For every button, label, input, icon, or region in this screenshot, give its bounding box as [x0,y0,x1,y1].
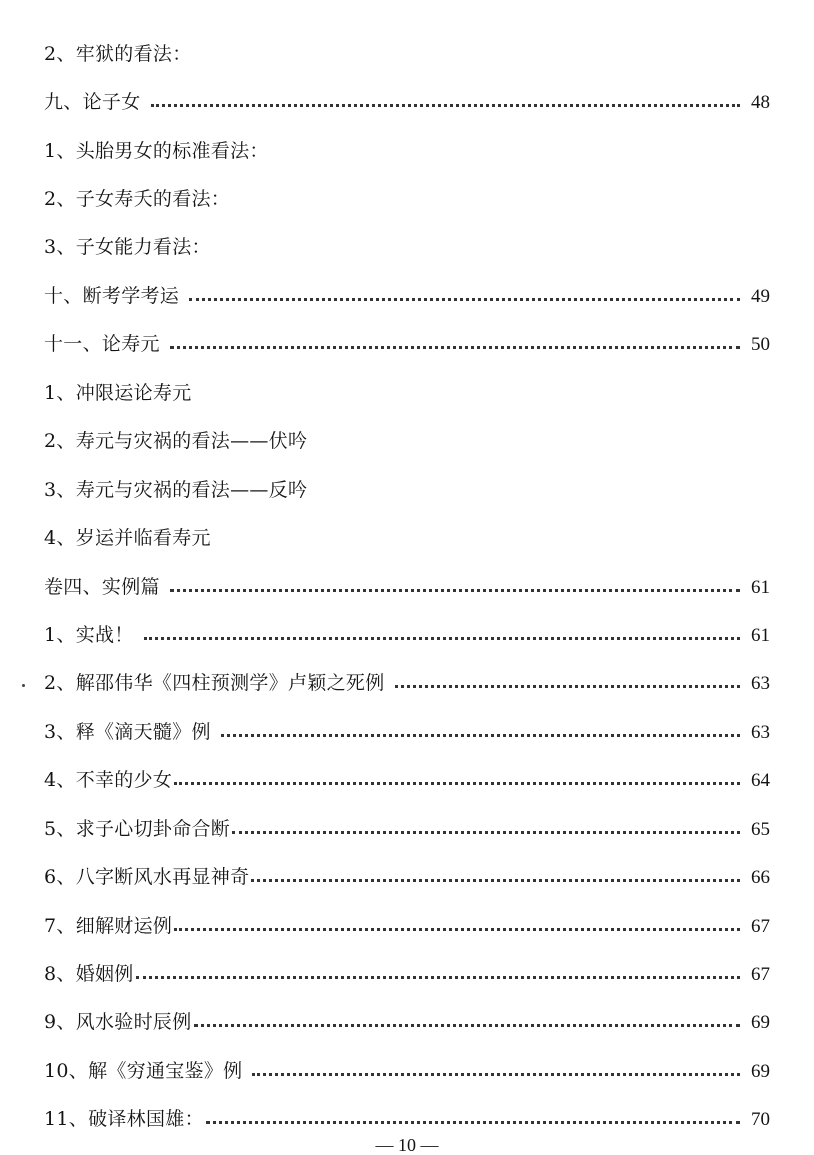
toc-entry-page: 67 [751,915,770,937]
toc-entry [44,611,770,659]
toc-dot-leader [206,1121,740,1124]
toc-entry-page: 48 [751,92,770,114]
toc-entry-title: 2、寿元与灾祸的看法——伏吟 [44,430,308,453]
toc-entry-title: 1、冲限运论寿元 [44,381,192,404]
toc-entry-title: 7、细解财运例 [44,914,173,937]
toc-dot-leader [194,1024,741,1027]
toc-dot-leader [174,928,740,931]
toc-entry-page: 69 [751,1012,770,1034]
toc-entry-page: 63 [751,673,770,695]
toc-entry-title: 9、风水验时辰例 [44,1011,192,1034]
toc-entry [44,1047,770,1095]
toc-dot-leader [170,589,740,592]
page-number: — 10 — [375,1135,439,1155]
toc-entry-title: 3、释《滴天髓》例 [44,720,211,743]
toc-entry-page: 63 [751,721,770,743]
toc-entry-page: 61 [751,624,770,646]
toc-dot-leader [144,637,740,640]
toc-entry-title: 6、八字断风水再显神奇 [44,866,250,889]
toc-entry-title: 卷四、实例篇 [44,575,160,598]
toc-entry [44,660,770,708]
toc-entry-page: 64 [751,770,770,792]
toc-entry-title: 3、寿元与灾祸的看法——反吟 [44,478,308,501]
toc-entry-title: 九、论子女 [44,91,141,114]
toc-entry-title: 11、破译林国雄： [44,1108,204,1131]
toc-entry [44,853,770,901]
toc-dot-leader [395,685,741,688]
toc-entry [44,78,770,126]
toc-entry-title: 1、实战！ [44,623,134,646]
toc-dot-leader [174,782,740,785]
toc-entry-title: 十、断考学考运 [44,284,180,307]
toc-entry [44,369,770,417]
toc-entry [44,30,770,78]
toc-entry-title: 10、解《穷通宝鉴》例 [44,1059,243,1082]
toc-dot-leader [221,734,740,737]
table-of-contents [44,30,770,1144]
toc-entry [44,175,770,223]
toc-entry-title: 十一、论寿元 [44,333,160,356]
toc-entry-page: 65 [751,818,770,840]
toc-dot-leader [232,831,740,834]
toc-dot-leader [189,298,740,301]
toc-entry-title: 3、子女能力看法： [44,236,211,259]
toc-entry [44,321,770,369]
toc-entry-title: 2、解邵伟华《四柱预测学》卢颖之死例 [44,672,385,695]
scan-speck [22,684,25,687]
toc-entry-title: 4、岁运并临看寿元 [44,527,211,550]
toc-dot-leader [251,879,740,882]
toc-entry [44,708,770,756]
toc-entry-page: 49 [751,285,770,307]
toc-dot-leader [151,104,740,107]
toc-dot-leader [170,346,740,349]
toc-dot-leader [136,976,740,979]
toc-entry [44,757,770,805]
toc-entry [44,224,770,272]
toc-entry [44,418,770,466]
toc-entry [44,127,770,175]
toc-entry [44,805,770,853]
toc-entry [44,466,770,514]
toc-entry [44,272,770,320]
toc-entry-page: 61 [751,576,770,598]
toc-entry-title: 2、子女寿夭的看法： [44,188,231,211]
toc-entry [44,999,770,1047]
toc-entry [44,950,770,998]
toc-entry-title: 4、不幸的少女 [44,769,173,792]
toc-entry-title: 2、牢狱的看法： [44,42,192,65]
toc-entry-title: 5、求子心切卦命合断 [44,817,231,840]
toc-entry-page: 50 [751,334,770,356]
toc-entry-page: 70 [751,1109,770,1131]
toc-entry-page: 67 [751,964,770,986]
toc-entry [44,563,770,611]
toc-entry-title: 8、婚姻例 [44,963,134,986]
toc-entry-title: 1、头胎男女的标准看法： [44,139,269,162]
toc-entry-page: 66 [751,867,770,889]
toc-entry-page: 69 [751,1060,770,1082]
toc-dot-leader [252,1073,740,1076]
toc-entry [44,514,770,562]
toc-entry [44,902,770,950]
